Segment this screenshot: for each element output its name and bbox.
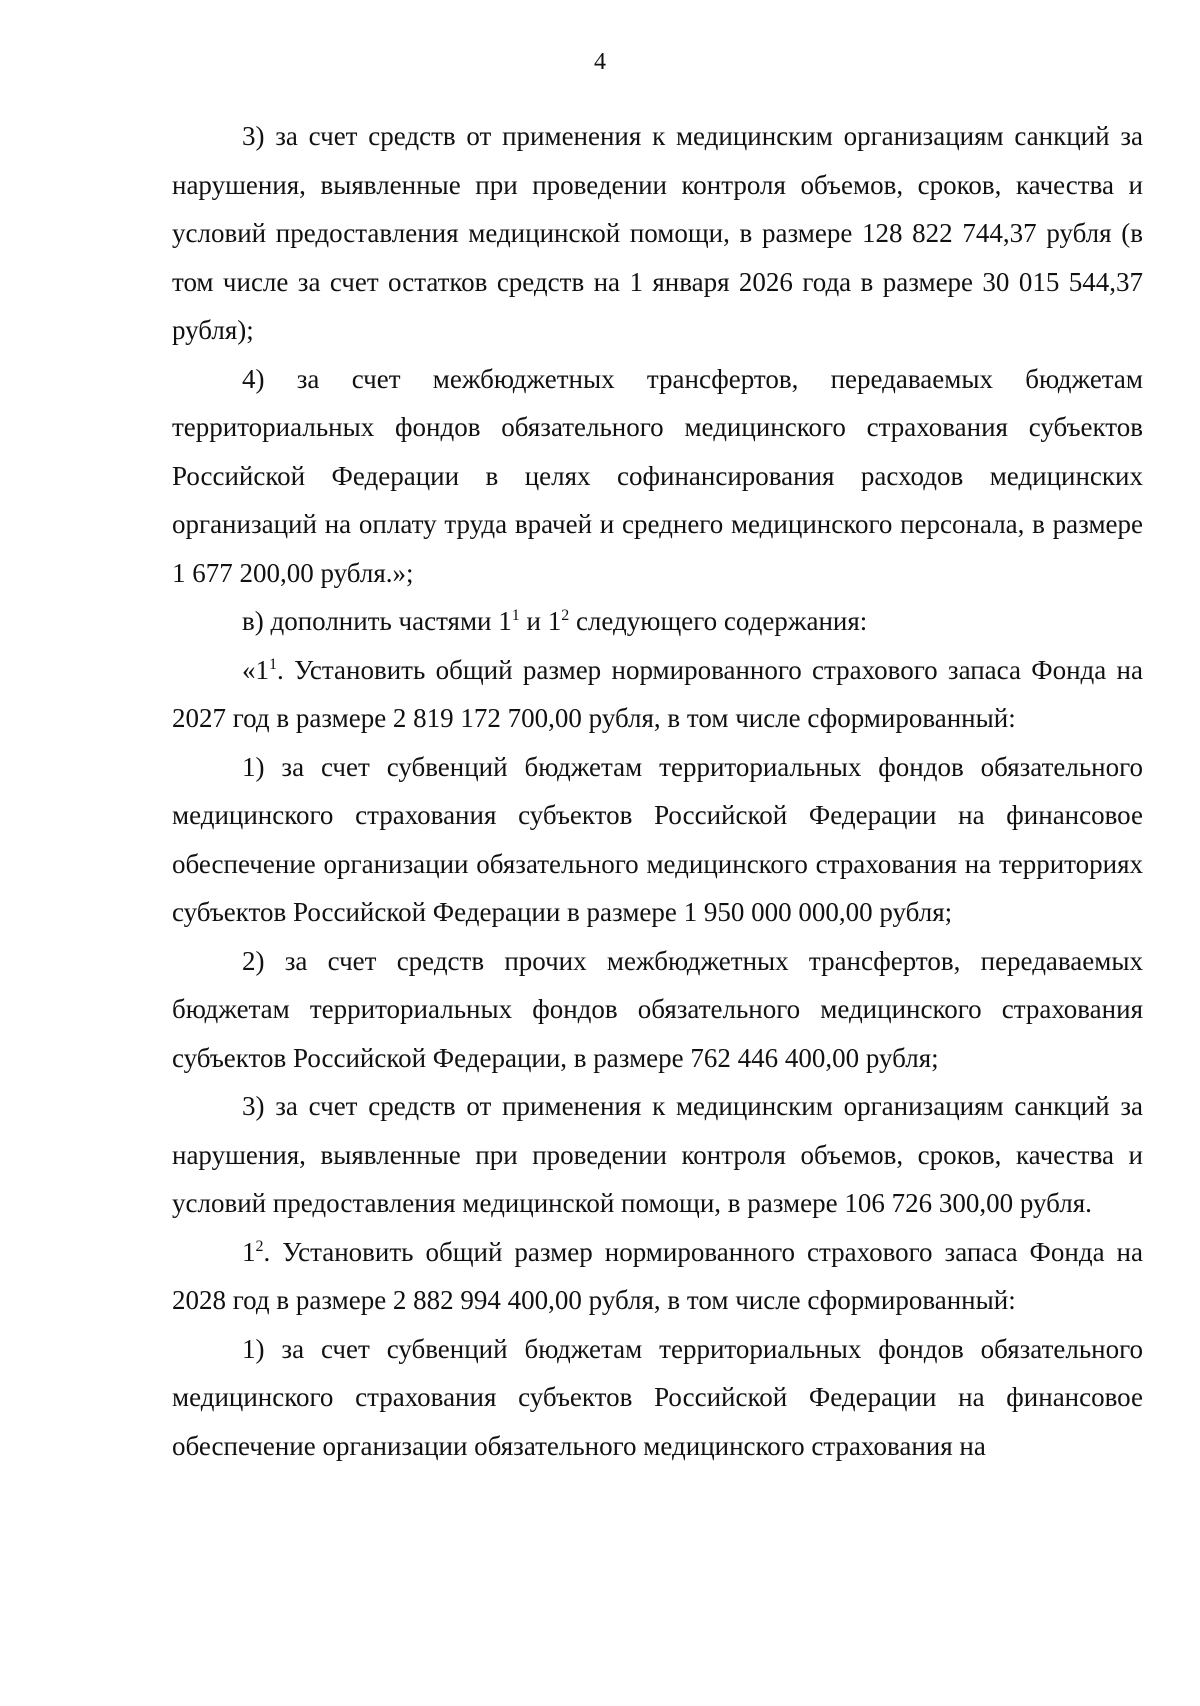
text-run: в) дополнить частями 1 [242, 606, 512, 636]
text-run: и 1 [519, 606, 562, 636]
superscript: 2 [561, 607, 570, 624]
text-run: . Установить общий размер нормированного страхового запаса Фонда на 2028 год в размере 2 882 994 400,00 рубля, в том числе сформированный: [172, 1236, 1143, 1315]
paragraph-item-3-2027: 3) за счет средств от применения к медицинским организациям санкций за нарушения, выявленные при проведении контроля объемов, сроков, качества и условий предоставления медицинской помощи, в размере 106 726 300,00 рубля. [172, 1091, 1143, 1218]
paragraph-amendment-intro [172, 597, 1143, 646]
text-run: «1 [242, 654, 269, 685]
paragraph-item-3-2026: 3) за счет средств от применения к медицинским организациям санкций за нарушения, выявленные при проведении контроля объемов, сроков, качества и условий предоставления медицинской помощи, в размере 128 822 744,37 рубля (в том числе за счет остатков средств на 1 января 2026 года в размере 30 015 544,37 рубля); [172, 121, 1143, 345]
text-run: . Установить общий размер нормированного страхового запаса Фонда на 2027 год в размере 2 819 172 700,00 рубля, в том числе сформированный: [172, 654, 1143, 733]
paragraph-item-2-2027: 2) за счет средств прочих межбюджетных трансфертов, передаваемых бюджетам территориальных фондов обязательного медицинского страхования субъектов Российской Федерации, в размере 762 446 400,00 рубля; [172, 945, 1143, 1073]
superscript: 1 [511, 607, 520, 624]
superscript: 2 [255, 1237, 264, 1255]
text-run: 1 [242, 1236, 256, 1267]
superscript: 1 [269, 655, 277, 673]
page-number: 4 [594, 49, 606, 75]
text-run: следующего содержания: [569, 606, 868, 636]
paragraph-item-4-2026: 4) за счет межбюджетных трансфертов, передаваемых бюджетам территориальных фондов обязательного медицинского страхования субъектов Российской Федерации в целях софинансирования расходов медицинских организаций на оплату труда врачей и среднего медицинского персонала, в размере 1 677 200,00 рубля.»; [172, 363, 1143, 588]
document-body [172, 112, 1143, 1470]
paragraph-part-1-2 [172, 1228, 1143, 1325]
paragraph-item-1-2027: 1) за счет субвенций бюджетам территориальных фондов обязательного медицинского страхования субъектов Российской Федерации на финансовое обеспечение организации обязательного медицинского страхования на территориях субъектов Российской Федерации в размере 1 950 000 000,00 рубля; [172, 751, 1143, 927]
paragraph-part-1-1 [172, 646, 1143, 743]
paragraph-item-1-2028: 1) за счет субвенций бюджетам территориальных фондов обязательного медицинского страхования субъектов Российской Федерации на финансовое обеспечение организации обязательного медицинского страхования на [172, 1333, 1143, 1461]
